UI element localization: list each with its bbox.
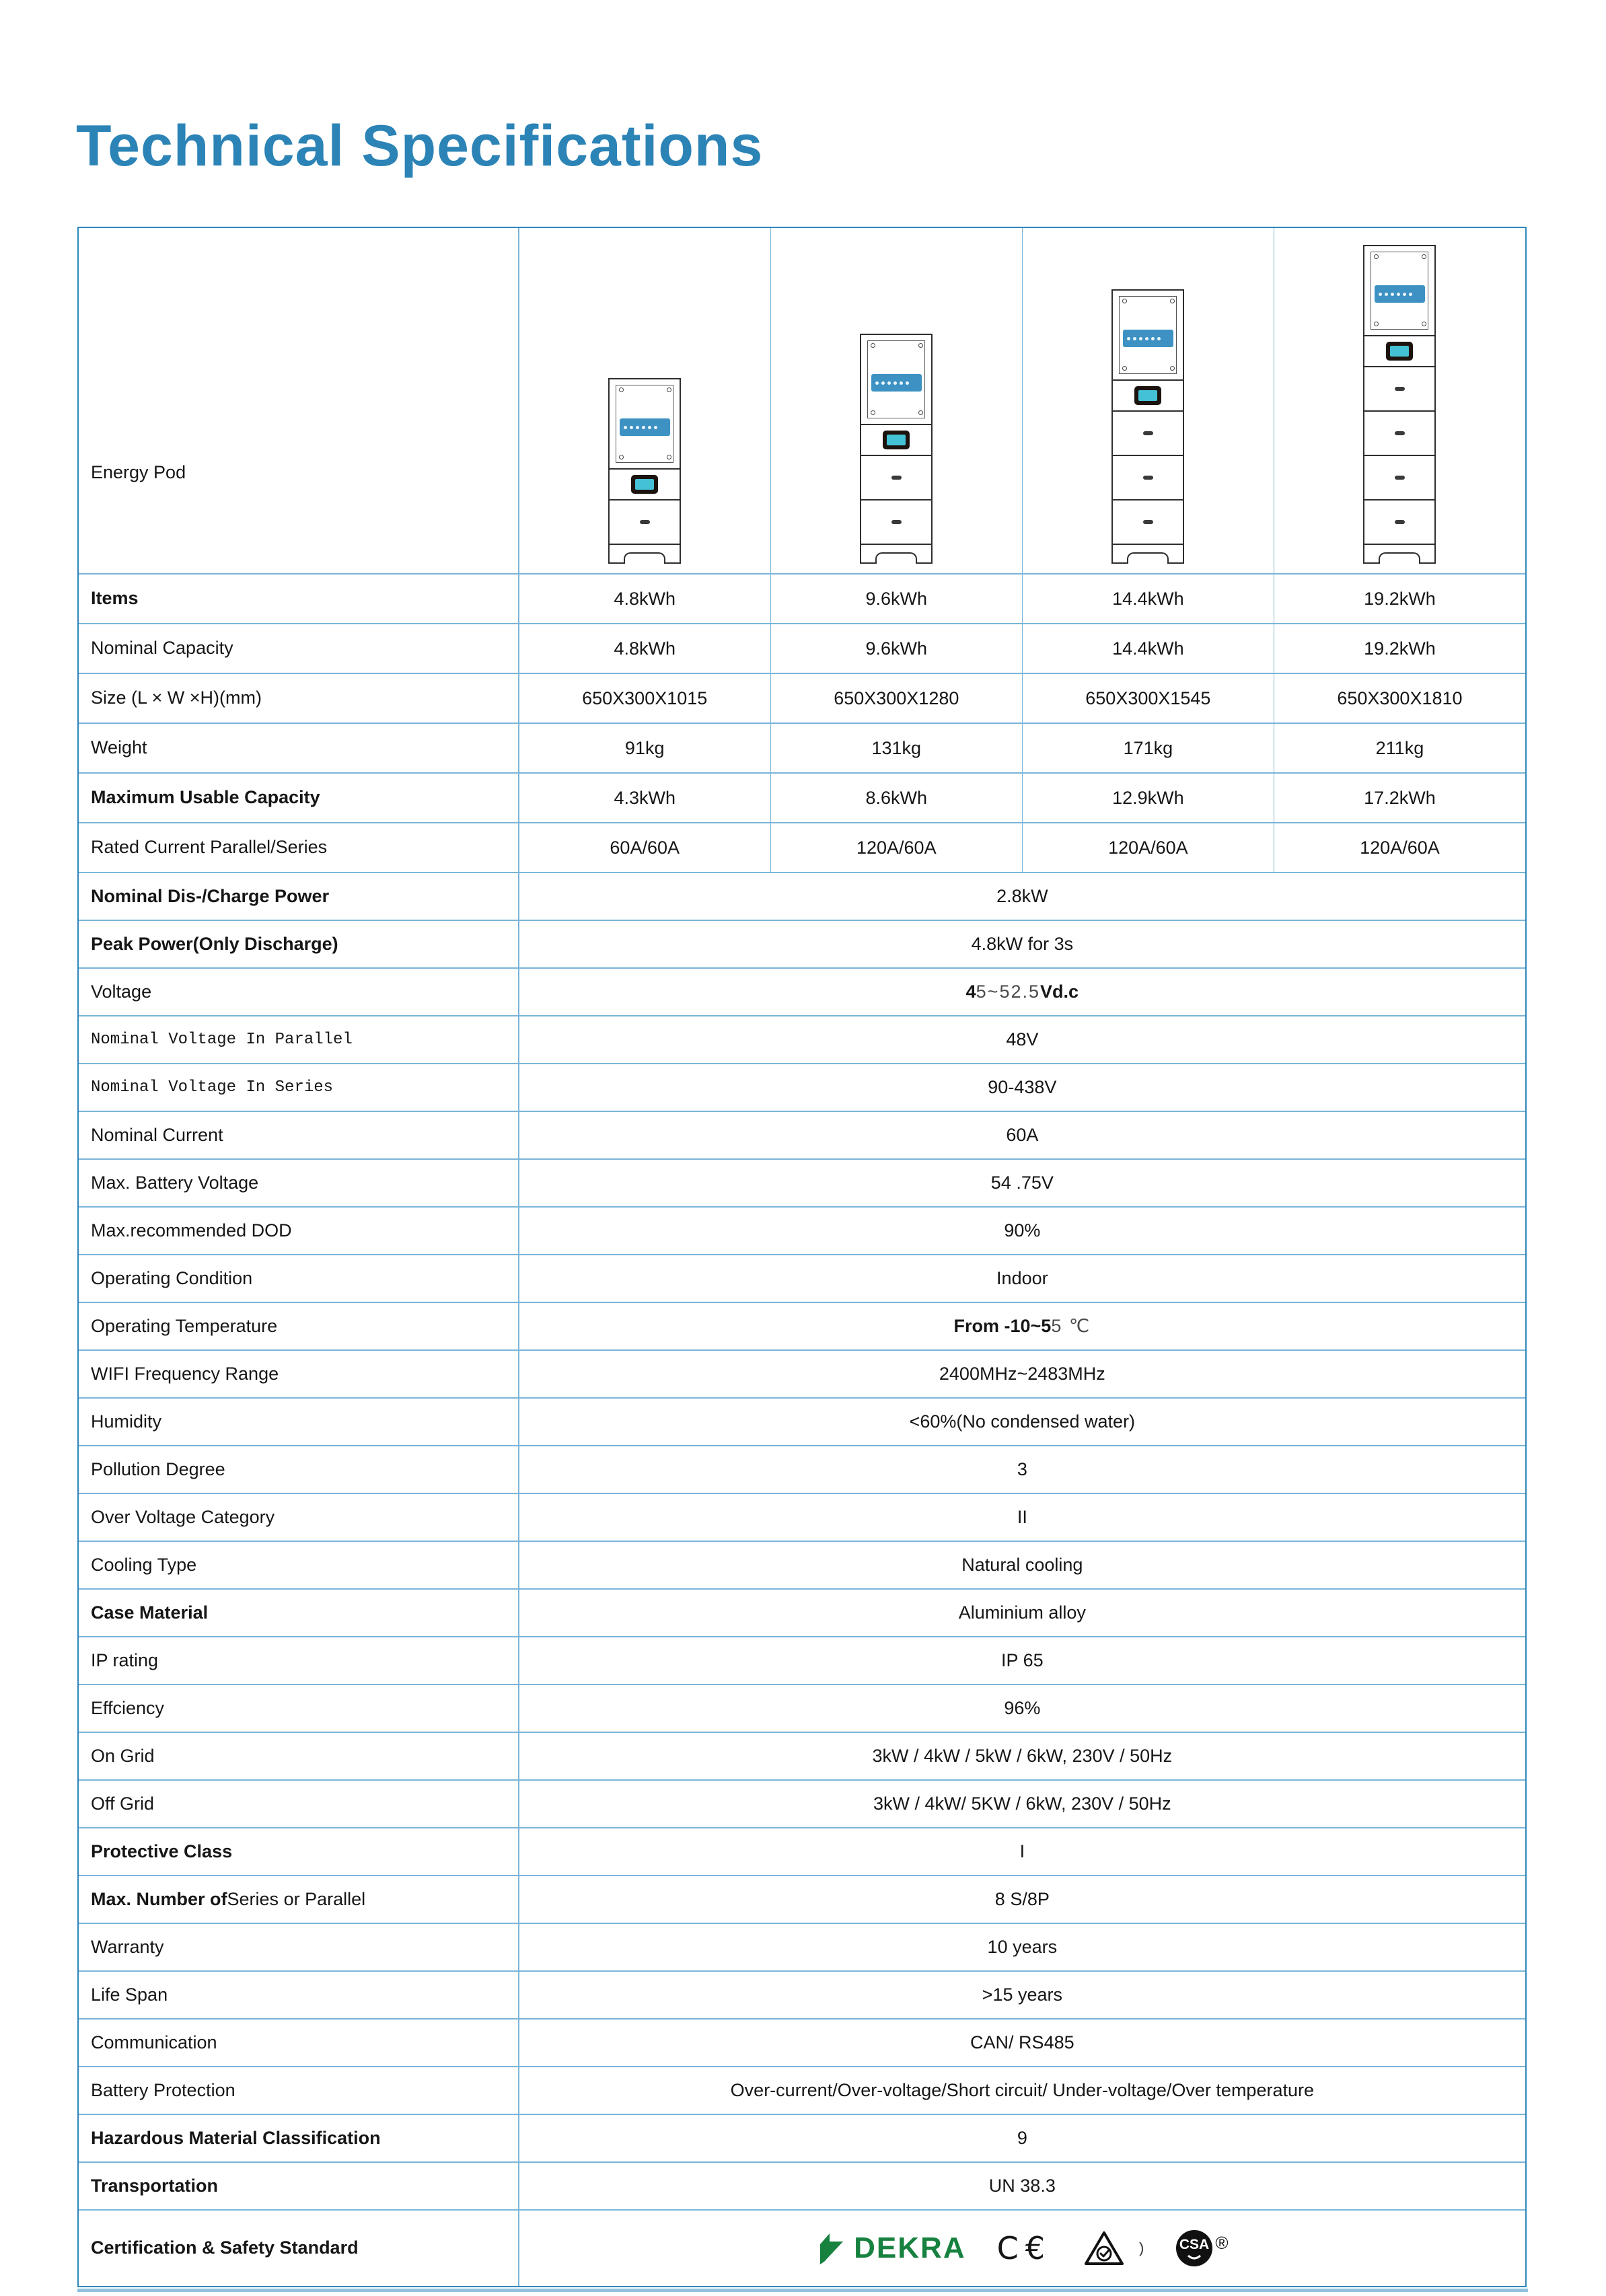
table-row xyxy=(79,1924,1525,1972)
dekra-wordmark: DEKRA xyxy=(854,2231,966,2264)
handle-slot-icon xyxy=(891,520,902,524)
value-cell: 4.8kWh xyxy=(519,575,771,623)
table-row xyxy=(79,1637,1525,1685)
inverter-module xyxy=(608,378,681,470)
energy-pod-tower-1 xyxy=(608,378,681,564)
value-cell-span xyxy=(519,1303,1525,1349)
screen-bezel xyxy=(631,475,658,494)
led-icon xyxy=(906,381,909,385)
value-cell: 14.4kWh xyxy=(1023,624,1274,673)
value-cell-span: Over-current/Over-voltage/Short circuit/ Under-voltage/Over temperature xyxy=(730,2080,1314,2100)
value-cell-span: 3kW / 4kW / 5kW / 6kW, 230V / 50Hz xyxy=(872,1746,1173,1766)
value-cell: 211kg xyxy=(1375,737,1424,758)
status-led-panel xyxy=(1375,285,1425,303)
row-label: Off Grid xyxy=(79,1781,519,1827)
value-cell: 19.2kWh xyxy=(1364,638,1436,659)
table-row xyxy=(79,1016,1525,1064)
led-icon xyxy=(1385,293,1388,296)
energy-pod-tower-2 xyxy=(860,334,933,564)
value-cell: 19.2kWh xyxy=(1364,588,1436,609)
screen-icon xyxy=(1390,346,1409,357)
led-icon xyxy=(875,381,879,385)
table-row xyxy=(79,1972,1525,2020)
value-cell-span: UN 38.3 xyxy=(988,2176,1056,2196)
table-row xyxy=(79,624,1525,674)
table-row xyxy=(79,823,1525,873)
inverter-module xyxy=(1111,289,1184,381)
table-row xyxy=(79,1303,1525,1351)
table-row xyxy=(79,1733,1525,1781)
value-cell-span: 3 xyxy=(1017,1459,1027,1479)
base-module xyxy=(860,544,933,564)
table-row xyxy=(79,2115,1525,2163)
value-segment: Vd.c xyxy=(1040,982,1079,1002)
value-segment: 5 ℃ xyxy=(1051,1316,1091,1336)
table-row xyxy=(79,1781,1525,1828)
table-row xyxy=(79,873,1525,921)
battery-module xyxy=(1363,366,1436,412)
value-cell: 8.6kWh xyxy=(771,774,1023,822)
value-cells xyxy=(519,575,1525,623)
battery-module xyxy=(860,455,933,501)
row-label: Operating Temperature xyxy=(79,1303,519,1349)
row-label-segment: Series or Parallel xyxy=(227,1888,366,1909)
value-cell-span: 2400MHz~2483MHz xyxy=(939,1364,1105,1384)
display-module xyxy=(860,424,933,456)
table-row xyxy=(79,1876,1525,1924)
led-icon xyxy=(1133,337,1136,340)
row-label: Items xyxy=(79,575,519,623)
handle-slot-icon xyxy=(891,476,902,480)
handle-slot-icon xyxy=(640,520,650,524)
row-label: Max. Battery Voltage xyxy=(79,1160,519,1206)
bottom-accent-rule xyxy=(77,2289,1528,2292)
value-cells xyxy=(519,774,1525,822)
row-label: Certification & Safety Standard xyxy=(79,2211,519,2286)
screen-bezel xyxy=(883,431,910,449)
row-label: Pollution Degree xyxy=(79,1446,519,1493)
value-cells xyxy=(519,624,1525,673)
value-cell: 60A/60A xyxy=(519,823,771,872)
table-row xyxy=(79,921,1525,969)
product-image-row xyxy=(79,228,1525,575)
handle-slot-icon xyxy=(1143,520,1153,524)
value-cell-span: I xyxy=(1019,1841,1025,1861)
led-icon xyxy=(1127,337,1130,340)
value-cell-span: 60A xyxy=(1006,1125,1039,1145)
value-cells xyxy=(519,823,1525,872)
value-cell: 9.6kWh xyxy=(771,624,1023,673)
value-cell: 650X300X1545 xyxy=(1023,674,1274,723)
handle-slot-icon xyxy=(1143,431,1153,435)
row-label xyxy=(79,1876,519,1923)
value-cell-span: 9 xyxy=(1017,2128,1027,2148)
value-cell: 171kg xyxy=(1023,724,1274,772)
ce-mark-icon: C€ xyxy=(996,2230,1052,2266)
battery-module xyxy=(860,499,933,545)
row-label: Maximum Usable Capacity xyxy=(79,774,519,822)
product-image-cells xyxy=(519,228,1525,573)
value-cell-span: Aluminium alloy xyxy=(958,1602,1086,1623)
handle-slot-icon xyxy=(1395,520,1405,524)
table-row xyxy=(79,1685,1525,1733)
page-title: Technical Specifications xyxy=(76,114,764,178)
led-icon xyxy=(1409,293,1412,296)
led-icon xyxy=(654,426,657,429)
value-cell-span: 54 .75V xyxy=(990,1173,1054,1193)
display-module xyxy=(1111,379,1184,412)
handle-slot-icon xyxy=(1143,476,1153,480)
table-row xyxy=(79,575,1525,624)
led-icon xyxy=(1139,337,1142,340)
value-cell: 131kg xyxy=(771,724,1023,772)
value-cell-span: 96% xyxy=(1004,1698,1041,1718)
base-arch xyxy=(1379,552,1420,564)
product-cell xyxy=(771,228,1023,573)
value-cell-span: CAN/ RS485 xyxy=(970,2032,1074,2052)
value-cell: 14.4kWh xyxy=(1023,575,1274,623)
row-label: Transportation xyxy=(79,2163,519,2209)
led-icon xyxy=(1145,337,1148,340)
value-cell: 650X300X1810 xyxy=(1337,688,1463,708)
status-led-panel xyxy=(871,374,922,392)
csa-mark-icon xyxy=(1175,2229,1228,2268)
handle-slot-icon xyxy=(1395,387,1405,391)
value-cell-span: 4.8kW for 3s xyxy=(971,934,1074,954)
screen-icon xyxy=(1138,390,1157,401)
row-label: Effciency xyxy=(79,1685,519,1732)
row-label: Peak Power(Only Discharge) xyxy=(79,921,519,967)
table-row xyxy=(79,1351,1525,1399)
row-label: Protective Class xyxy=(79,1828,519,1875)
row-label: Voltage xyxy=(79,969,519,1015)
base-module xyxy=(1363,544,1436,564)
led-icon xyxy=(1397,293,1400,296)
value-cell-span: II xyxy=(1017,1507,1027,1527)
row-label: Nominal Dis-/Charge Power xyxy=(79,873,519,920)
value-segment: From -10~5 xyxy=(953,1316,1052,1336)
led-icon xyxy=(1151,337,1155,340)
screen-bezel xyxy=(1386,342,1413,361)
table-row xyxy=(79,2211,1525,2286)
led-icon xyxy=(893,381,897,385)
battery-module xyxy=(608,499,681,545)
base-module xyxy=(1111,544,1184,564)
row-label: On Grid xyxy=(79,1733,519,1779)
table-row xyxy=(79,1446,1525,1494)
value-cell-span: 8 S/8P xyxy=(994,1889,1050,1909)
led-icon xyxy=(1391,293,1394,296)
screen-bezel xyxy=(1134,386,1161,405)
row-label: Warranty xyxy=(79,1924,519,1970)
led-icon xyxy=(1379,293,1382,296)
row-label: Nominal Voltage In Parallel xyxy=(79,1016,519,1063)
table-row xyxy=(79,1399,1525,1446)
table-row xyxy=(79,774,1525,823)
led-icon xyxy=(642,426,645,429)
inverter-module xyxy=(1363,245,1436,336)
row-label: Max.recommended DOD xyxy=(79,1208,519,1254)
value-segment: 4 xyxy=(965,982,976,1002)
table-row xyxy=(79,674,1525,724)
row-label: Hazardous Material Classification xyxy=(79,2115,519,2161)
row-label: Nominal Voltage In Series xyxy=(79,1064,519,1111)
dekra-logo xyxy=(816,2231,965,2266)
svg-text:CSA: CSA xyxy=(1179,2237,1210,2252)
row-label: Nominal Current xyxy=(79,1112,519,1158)
battery-module xyxy=(1363,455,1436,501)
value-cell: 17.2kWh xyxy=(1364,787,1436,808)
table-row xyxy=(79,1494,1525,1542)
value-cell-span: IP 65 xyxy=(1001,1650,1044,1670)
row-label-energy-pod xyxy=(79,228,519,573)
status-led-panel xyxy=(620,418,670,436)
value-cell-span: 90% xyxy=(1004,1220,1041,1240)
product-cell xyxy=(1023,228,1274,573)
row-label: Humidity xyxy=(79,1399,519,1445)
value-cell-span: 90-438V xyxy=(988,1077,1057,1097)
table-row xyxy=(79,1160,1525,1208)
row-label: Rated Current Parallel/Series xyxy=(79,823,519,872)
table-row xyxy=(79,724,1525,774)
battery-module xyxy=(1363,499,1436,545)
base-module xyxy=(608,544,681,564)
certification-logos-cell xyxy=(519,2211,1525,2286)
value-cell-span: Indoor xyxy=(996,1268,1048,1288)
logo-strip xyxy=(816,2229,1228,2268)
row-label: WIFI Frequency Range xyxy=(79,1351,519,1397)
value-cell-span xyxy=(519,969,1525,1015)
registered-icon: ® xyxy=(1215,2233,1229,2253)
value-cell: 120A/60A xyxy=(1023,823,1274,872)
table-row xyxy=(79,2163,1525,2211)
row-label: Size (L × W ×H)(mm) xyxy=(79,674,519,723)
value-cell-span: <60%(No condensed water) xyxy=(909,1411,1136,1432)
row-label: Battery Protection xyxy=(79,2067,519,2114)
csa-circle-icon xyxy=(1175,2229,1214,2268)
led-icon xyxy=(1157,337,1161,340)
row-label: Over Voltage Category xyxy=(79,1494,519,1541)
display-module xyxy=(1363,335,1436,367)
battery-module xyxy=(1363,410,1436,456)
screen-icon xyxy=(635,479,654,490)
table-row xyxy=(79,1255,1525,1303)
technical-specifications-table xyxy=(77,227,1527,2287)
row-label-segment: Max. Number of xyxy=(91,1888,227,1909)
base-arch xyxy=(1127,552,1169,564)
row-label: Life Span xyxy=(79,1972,519,2018)
value-cell-span: 2.8kW xyxy=(996,886,1048,906)
value-cell: 12.9kWh xyxy=(1023,774,1274,822)
row-label: Nominal Capacity xyxy=(79,624,519,673)
energy-pod-label: Energy Pod xyxy=(91,462,186,483)
row-label: IP rating xyxy=(79,1637,519,1684)
status-led-panel xyxy=(1123,330,1173,347)
product-cell xyxy=(519,228,771,573)
led-icon xyxy=(887,381,891,385)
base-arch xyxy=(624,552,665,564)
value-cell-span: 10 years xyxy=(987,1937,1058,1957)
value-cell: 120A/60A xyxy=(1360,837,1440,858)
led-icon xyxy=(636,426,639,429)
led-icon xyxy=(881,381,885,385)
row-label: Communication xyxy=(79,2020,519,2066)
table-row xyxy=(79,1064,1525,1112)
handle-slot-icon xyxy=(1395,431,1405,435)
screen-icon xyxy=(887,435,906,445)
table-row xyxy=(79,1112,1525,1160)
led-icon xyxy=(630,426,633,429)
row-label: Operating Condition xyxy=(79,1255,519,1302)
dekra-arrow-icon xyxy=(816,2231,847,2266)
row-label: Cooling Type xyxy=(79,1542,519,1588)
table-row xyxy=(79,1542,1525,1590)
row-label: Case Material xyxy=(79,1590,519,1636)
value-segment: 5~52.5 xyxy=(976,982,1040,1002)
display-module xyxy=(608,468,681,501)
value-cells xyxy=(519,674,1525,723)
battery-module xyxy=(1111,410,1184,456)
value-cells xyxy=(519,724,1525,772)
table-row xyxy=(79,1208,1525,1255)
led-icon xyxy=(1403,293,1406,296)
value-cell: 650X300X1280 xyxy=(771,674,1023,723)
led-icon xyxy=(624,426,627,429)
energy-pod-tower-4 xyxy=(1363,245,1436,564)
product-cell xyxy=(1274,228,1525,573)
value-cell: 120A/60A xyxy=(771,823,1023,872)
small-mark-icon: ) xyxy=(1139,2239,1144,2256)
base-arch xyxy=(875,552,917,564)
table-row xyxy=(79,1828,1525,1876)
energy-pod-tower-3 xyxy=(1111,289,1184,564)
value-cell-span: 48V xyxy=(1006,1029,1039,1049)
battery-module xyxy=(1111,499,1184,545)
table-row xyxy=(79,969,1525,1016)
value-cell-span: >15 years xyxy=(982,1985,1062,2005)
led-icon xyxy=(900,381,903,385)
value-cell: 9.6kWh xyxy=(771,575,1023,623)
table-row xyxy=(79,2067,1525,2115)
value-cell: 91kg xyxy=(519,724,771,772)
value-cell: 650X300X1015 xyxy=(519,674,771,723)
row-label: Weight xyxy=(79,724,519,772)
value-cell-span: Natural cooling xyxy=(961,1555,1083,1575)
table-row xyxy=(79,2020,1525,2067)
led-icon xyxy=(648,426,651,429)
spec-rows xyxy=(79,575,1525,2286)
inverter-module xyxy=(860,334,933,425)
rcm-mark-icon xyxy=(1083,2229,1126,2267)
handle-slot-icon xyxy=(1395,476,1405,480)
value-cell: 4.8kWh xyxy=(519,624,771,673)
battery-module xyxy=(1111,455,1184,501)
table-row xyxy=(79,1590,1525,1637)
value-cell-span: 3kW / 4kW/ 5KW / 6kW, 230V / 50Hz xyxy=(873,1793,1171,1814)
value-cell: 4.3kWh xyxy=(519,774,771,822)
